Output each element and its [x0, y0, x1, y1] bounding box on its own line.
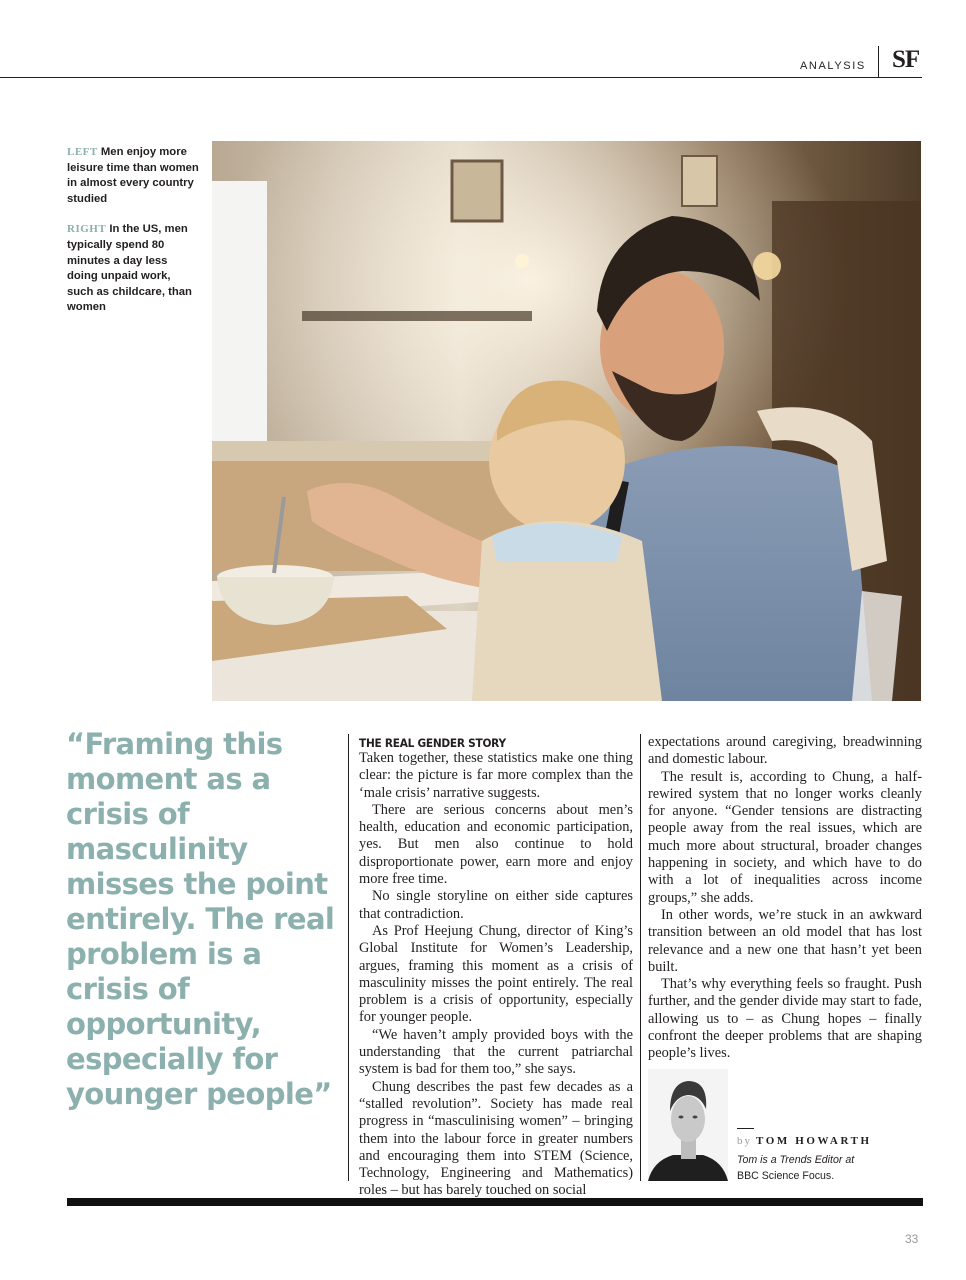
byline: [737, 1135, 872, 1147]
author-photo: [648, 1069, 728, 1181]
section-subhead: THE REAL GENDER STORY: [359, 736, 506, 750]
paragraph: In other words, we’re stuck in an awkward transition between an old model that has lost relevance and a new one that hasn’t yet been built.: [648, 906, 922, 975]
author-organisation: BBC Science Focus.: [737, 1170, 835, 1182]
caption-right: [67, 222, 199, 316]
paragraph: “We haven’t amply provided boys with the understanding that the current patriarchal system is bad for them too,” she says.: [359, 1026, 633, 1078]
footer-bar: [67, 1198, 923, 1206]
paragraph: No single storyline on either side captures that contradiction.: [359, 888, 633, 922]
header-divider: [878, 46, 879, 77]
author-portrait: [648, 1069, 728, 1181]
paragraph: expectations around caregiving, breadwinning and domestic labour.: [648, 734, 922, 768]
caption-text: In the US, men typically spend 80 minutes a day less doing unpaid work, such as childcare, than women: [67, 223, 192, 314]
section-label: ANALYSIS: [800, 60, 866, 72]
author-name: TOM HOWARTH: [756, 1135, 872, 1147]
byline-prefix: by: [737, 1135, 752, 1147]
paragraph: Taken together, these statistics make one thing clear: the picture is far more complex than the ‘male crisis’ narrative suggests.: [359, 750, 633, 801]
article-column-1: [359, 734, 633, 1200]
caption-text: Men enjoy more leisure time than women in almost every country studied: [67, 146, 199, 205]
paragraph: There are serious concerns about men’s health, education and economic participation, yes. But men also continue to hold disproportionate power, earn more and enjoy more free time.: [359, 801, 633, 888]
caption-tag: LEFT: [67, 146, 98, 158]
article-column-2: [648, 734, 922, 1063]
author-bio: [737, 1152, 907, 1184]
magazine-logo: SF: [892, 46, 920, 73]
paragraph: The result is, according to Chung, a half-rewired system that no longer works cleanly for anyone. “Gender tensions are distracting people away from the real issues, which are much more about structural, broader changes happening in society, and which have to do with a lot of inequalities across income groups,” she adds.: [648, 768, 922, 906]
byline-rule: [737, 1128, 754, 1129]
pull-quote: “Framing this moment as a crisis of masculinity misses the point entirely. The real problem is a crisis of opportunity, especially for younger people”: [66, 727, 335, 1111]
header-rule: [0, 77, 922, 78]
paragraph: Chung describes the past few decades as a “stalled revolution”. Society has made real progress in “masculinising women” – bringing them into the labour force in greater numbers and encouraging them into STEM (Science, Technology, Engineering and Mathematics) roles – but has barely touched on social: [359, 1078, 633, 1199]
caption-tag: RIGHT: [67, 223, 107, 236]
father-feeding-baby-photo: [212, 141, 921, 701]
paragraph: As Prof Heejung Chung, director of King’s Global Institute for Women’s Leadership, argues, framing this moment as a crisis of masculinity misses the point entirely. The real problem is a crisis of opportunity, especially for younger people.: [359, 922, 633, 1026]
photo-illustration: [212, 141, 921, 701]
paragraph: That’s why everything feels so fraught. Push further, and the gender divide may start to fade, allowing us to – as Chung hopes – finally confront the deeper problems that are shaping people’s lives.: [648, 976, 922, 1062]
author-role: Tom is a Trends Editor at: [737, 1154, 855, 1166]
photo-captions: [67, 145, 199, 331]
caption-left: [67, 145, 199, 207]
column-rule-left: [348, 734, 349, 1181]
page-number: 33: [905, 1232, 919, 1246]
column-rule-middle: [640, 734, 641, 1181]
